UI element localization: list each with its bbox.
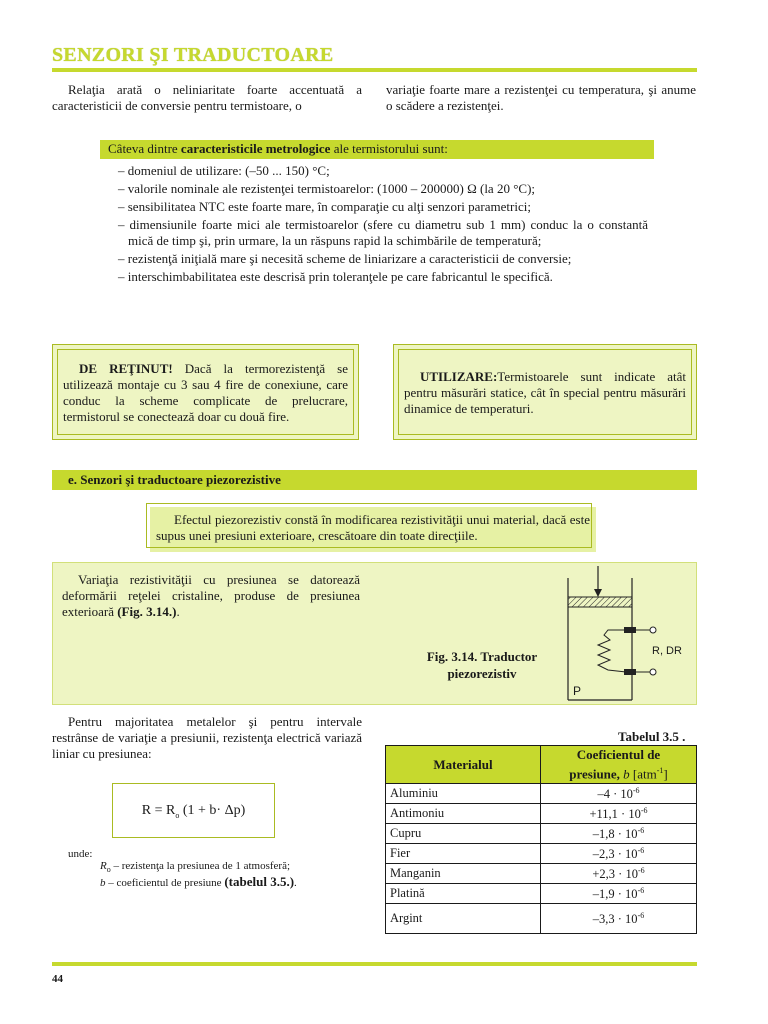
header-coef-exp: -1 (656, 766, 664, 775)
section-e-heading: e. Senzori şi traductoare piezorezistive (52, 470, 697, 490)
material-cell: Manganin (386, 864, 541, 884)
def1-sub: o (106, 865, 111, 875)
table-row (386, 784, 697, 804)
material-cell: Antimoniu (386, 804, 541, 824)
where-label: unde: (68, 848, 93, 860)
table-row (386, 844, 697, 864)
def2-ref: (tabelul 3.5.) (224, 874, 295, 889)
diagram-label-r: R, DR (652, 645, 682, 657)
terminal-bottom (624, 669, 636, 675)
metals-paragraph: Pentru majoritatea metalelor şi pentru intervale restrânse de variaţie a presiunii, rezistenţa electrică variază liniar cu presiunea: (52, 714, 362, 761)
definition-text: Efectul piezorezistiv constă în modificarea rezistivităţii unui material, dacă este supus unei presiuni exterioare, crescătoare din toate direcţiile. (156, 512, 590, 543)
header-material: Materialul (386, 746, 541, 784)
resistor-wire (598, 630, 626, 672)
list-item: – dimensiunile foarte mici ale termistoarelor (sfere cu diametru sub 1 mm) conduc la o constantă mică de timp şi, prin urmare, la un răspuns rapid la schimbările de temperatură; (118, 217, 648, 248)
pressure-arrow-head (594, 589, 602, 597)
metrological-heading (100, 140, 654, 159)
remember-label: DE REŢINUT! (79, 361, 173, 376)
material-cell: Aluminiu (386, 784, 541, 804)
diagram-label-p: P (573, 684, 582, 698)
usage-body: Termistoarele sunt indicate atât pentru măsurări statice, cât în special pentru măsurări dinamice de temperaturi. (404, 369, 686, 416)
formula-box (112, 783, 275, 838)
value-mantissa: –1,8 · 10 (592, 826, 638, 841)
material-cell: Fier (386, 844, 541, 864)
figure-caption: Fig. 3.14. Traductor piezorezistiv (426, 649, 538, 681)
value-mantissa: +11,1 · 10 (589, 806, 641, 821)
header-coef-unit: [atm (629, 766, 657, 782)
value-exp: -6 (637, 885, 645, 895)
metro-lead-post: ale termistorului sunt: (330, 141, 448, 156)
header-coef-sym: b (619, 766, 630, 782)
list-item: – domeniul de utilizare: (–50 ... 150) °C; (118, 163, 330, 178)
header-rule (52, 68, 697, 72)
list-item: – valorile nominale ale rezistenţei termistoarelor: (1000 – 200000) Ω (la 20 °C); (118, 181, 536, 196)
value-cell (541, 904, 697, 934)
def1-symbol: R (100, 860, 107, 872)
definition-box (150, 507, 596, 552)
value-exp: -6 (637, 910, 645, 920)
value-mantissa: –3,3 · 10 (592, 911, 638, 926)
value-exp: -6 (637, 825, 645, 835)
metrological-list (118, 163, 648, 287)
material-cell: Platină (386, 884, 541, 904)
value-cell (541, 784, 697, 804)
value-exp: -6 (637, 865, 645, 875)
header-coef-line2: presiune, (569, 766, 620, 782)
value-cell (541, 884, 697, 904)
panel-end: . (176, 604, 180, 619)
def2-end: . (294, 877, 297, 889)
definition-b (100, 874, 297, 890)
def1-text: – rezistenţa la presiunea de 1 atmosferă; (110, 860, 291, 872)
table-row (386, 884, 697, 904)
def2-symbol: b (100, 877, 106, 889)
remember-body: Dacă la termorezistenţă se utilizează montaje cu 3 sau 4 fire de conexiune, care conduc la scheme complicate de prelucrare, termistorul se conectează doar cu două fire. (63, 361, 349, 424)
panel-body: Variaţia rezistivităţii cu presiunea se datorează deformării reţelei cristaline, produse de presiunea exterioară (62, 572, 360, 619)
panel-fig-ref: (Fig. 3.14.) (117, 604, 177, 619)
metro-lead-pre: Câteva dintre (108, 141, 181, 156)
value-mantissa: –2,3 · 10 (592, 846, 638, 861)
footer-rule (52, 962, 697, 966)
remember-box (52, 344, 359, 440)
table-row (386, 824, 697, 844)
value-cell (541, 864, 697, 884)
value-cell (541, 844, 697, 864)
panel-text (62, 572, 360, 620)
piston (568, 597, 632, 607)
value-cell (541, 824, 697, 844)
header-coef-close: ] (663, 766, 668, 782)
value-exp: -6 (637, 845, 645, 855)
list-item: – rezistenţă iniţială mare şi necesită scheme de liniarizare a caracteristicii de conversie; (118, 251, 572, 266)
table-header-row (386, 746, 697, 784)
formula-rhs: (1 + b· Δp) (179, 803, 246, 818)
value-mantissa: –1,9 · 10 (592, 886, 638, 901)
value-exp: -6 (640, 805, 648, 815)
page-header-title: SENZORI ŞI TRADUCTOARE (52, 44, 334, 66)
table-row (386, 904, 697, 934)
table-row (386, 864, 697, 884)
value-cell (541, 804, 697, 824)
usage-label: UTILIZARE: (420, 369, 498, 384)
intro-column-right: variaţie foarte mare a rezistenţei cu temperatura, şi anume o scădere a rezistenţei. (386, 82, 696, 113)
header-coefficient (541, 746, 697, 784)
intro-column-left: Relaţia arată o neliniaritate foarte accentuată a caracteristicii de conversie pentru termistoare, o (52, 82, 362, 113)
terminal-circle-bottom (650, 669, 656, 675)
terminal-circle-top (650, 627, 656, 633)
material-cell: Cupru (386, 824, 541, 844)
value-exp: -6 (632, 785, 640, 795)
list-item: – interschimbabilitatea este descrisă prin toleranţele pe care fabricantul le specifică. (118, 269, 553, 284)
def2-text: – coeficientul de presiune (105, 877, 225, 889)
formula-lhs: R = R (141, 803, 176, 818)
header-coef-line1: Coeficientul de (576, 747, 661, 762)
terminal-top (624, 627, 636, 633)
value-mantissa: +2,3 · 10 (592, 866, 638, 881)
piezoresistive-transducer-diagram (560, 562, 670, 704)
definition-r0 (100, 860, 290, 874)
usage-box (393, 344, 697, 440)
table-row (386, 804, 697, 824)
list-item: – sensibilitatea NTC este foarte mare, în comparaţie cu alţi senzori parametrici; (118, 199, 531, 214)
metro-lead-bold: caracteristicile metrologice (180, 141, 331, 156)
material-cell: Argint (386, 904, 541, 934)
table-title: Tabelul 3.5 . (618, 729, 686, 744)
page-number: 44 (52, 973, 63, 985)
pressure-coefficient-table (385, 745, 697, 934)
value-mantissa: –4 · 10 (597, 786, 633, 801)
formula-sub: o (175, 810, 180, 820)
